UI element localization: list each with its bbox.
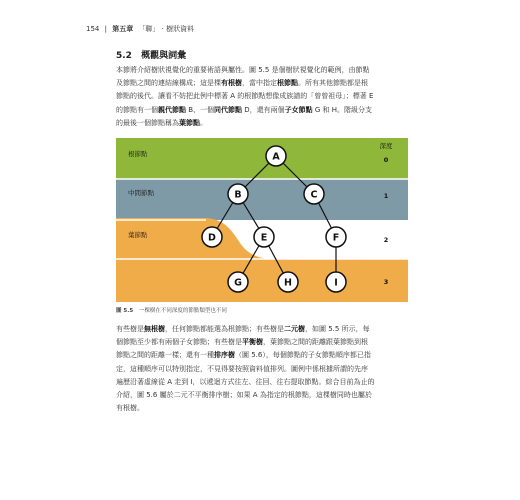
text-run: ，任何節點都能選為根節點；有些樹是 <box>165 325 284 333</box>
text-run: 的節點有一個 <box>116 105 158 114</box>
bold-term: 同代節點 <box>214 105 243 114</box>
tree-node-label: B <box>234 189 242 201</box>
paragraph-line <box>116 336 410 349</box>
header-separator: | <box>104 25 107 33</box>
text-run: 遍歷沿著虛線從 A 走到 I，以遞迴方式往左、往回、往右提取節點。綜合目前為止的 <box>116 377 375 386</box>
tree-node <box>228 272 248 292</box>
bold-term: 排序樹 <box>214 351 235 360</box>
figure-caption <box>116 306 227 314</box>
paragraph-line <box>116 363 410 376</box>
text-run: D，還有兩個 <box>242 105 285 114</box>
tree-node-label: F <box>332 232 340 244</box>
paragraph-line <box>116 64 410 77</box>
tree-node-label: A <box>272 151 280 163</box>
text-run: 。 <box>200 118 207 127</box>
figure-number: 圖 5.5 <box>116 308 134 314</box>
tree-node <box>278 272 298 292</box>
text-run: 節點之間的距離一樣；還有一種 <box>116 351 214 360</box>
text-run: 節點的後代。讓看不妨把此例中標著 A 的根節點想像成族譜的「曾曾祖母」；標著 E <box>116 92 374 101</box>
text-run: 的最後一個節點稱為 <box>116 118 179 127</box>
tree-node-label: D <box>208 232 216 244</box>
tree-node <box>326 227 346 247</box>
chapter-title: 「聯」 ‧ 樹狀資料 <box>138 25 195 33</box>
tree-node <box>266 146 286 166</box>
depth-header: 深度 <box>379 142 393 150</box>
band-label-leaf: 葉節點 <box>128 231 148 239</box>
depth-value: 2 <box>383 236 389 244</box>
bold-term: 無根樹 <box>144 325 165 333</box>
paragraph-line <box>116 376 410 389</box>
tree-node-label: E <box>260 232 268 244</box>
section-number: 5.2 <box>116 51 132 61</box>
paragraph-line <box>116 104 410 117</box>
text-run: 有根樹。 <box>116 404 144 413</box>
band-label-root: 根節點 <box>128 150 148 158</box>
text-run: ，如圖 5.5 所示，每 <box>305 325 370 333</box>
tree-node <box>326 272 346 292</box>
tree-diagram <box>116 138 408 302</box>
depth-value: 0 <box>383 156 389 164</box>
text-run: 個節點至少都有兩個子女節點；有些樹是 <box>116 338 242 347</box>
paragraph-line <box>116 117 410 130</box>
intermediate-band <box>116 179 408 220</box>
intro-paragraph <box>116 64 410 130</box>
band-label-intermediate: 中間節點 <box>128 189 154 197</box>
section-title-text: 概觀與詞彙 <box>141 51 187 61</box>
tree-node-label: C <box>310 189 318 201</box>
text-run: ，當中指定 <box>242 79 277 88</box>
tree-node <box>254 227 274 247</box>
running-header <box>86 24 197 34</box>
text-run: 。所有其他節點都是根 <box>298 79 368 88</box>
tree-node-label: I <box>334 277 338 289</box>
figure-caption-text: 一棵樹在不同深度的節點類型也不同 <box>138 308 227 314</box>
tree-node-label: G <box>234 277 242 289</box>
text-run: 本節將介紹樹狀視覺化的重要術語與屬性。圖 5.5 是個樹狀視覺化的範例，由節點 <box>116 66 370 74</box>
text-run: 介紹，圖 5.6 屬於二元不平衡排序樹；如果 A 為指定的根節點，這棵樹同時也屬於 <box>116 391 372 400</box>
paragraph-line <box>116 77 410 90</box>
tree-node <box>202 227 222 247</box>
bold-term: 二元樹 <box>284 325 305 333</box>
paragraph-line <box>116 389 410 402</box>
tree-figure <box>116 138 408 302</box>
text-run: 及節點之間的連結線構成；這是棵 <box>116 79 221 88</box>
text-run: G 和 H。階級分支 <box>312 105 373 114</box>
text-run: 定，這種順序可以特別指定，不見得要按照資料值排列。圖例中係根據所謂的先序 <box>116 364 368 373</box>
text-run: 有些樹是 <box>116 325 144 333</box>
bold-term: 有根樹 <box>221 79 242 88</box>
paragraph-line <box>116 90 410 103</box>
section-heading <box>116 48 186 61</box>
depth-value: 1 <box>383 192 389 200</box>
tree-types-paragraph <box>116 323 410 415</box>
tree-node-label: H <box>284 277 292 289</box>
paragraph-line <box>116 323 410 336</box>
bold-term: 子女節點 <box>284 105 313 114</box>
tree-node <box>304 184 324 204</box>
text-run: ，葉節點之間的距離跟葉節點到根 <box>263 338 368 347</box>
text-run: （圖 5.6），每個節點的子女節點順序都已指 <box>235 351 371 360</box>
text-run: B、一個 <box>186 105 215 114</box>
depth-value: 3 <box>383 278 389 286</box>
bold-term: 平衡樹 <box>242 338 263 347</box>
page-number: 154 <box>86 25 100 33</box>
paragraph-line <box>116 402 410 415</box>
root-band <box>116 138 408 179</box>
bold-term: 親代節點 <box>158 105 186 114</box>
chapter-label: 第五章 <box>112 25 134 33</box>
bold-term: 根節點 <box>277 79 298 88</box>
bold-term: 葉節點 <box>179 118 200 127</box>
paragraph-line <box>116 349 410 362</box>
tree-node <box>228 184 248 204</box>
